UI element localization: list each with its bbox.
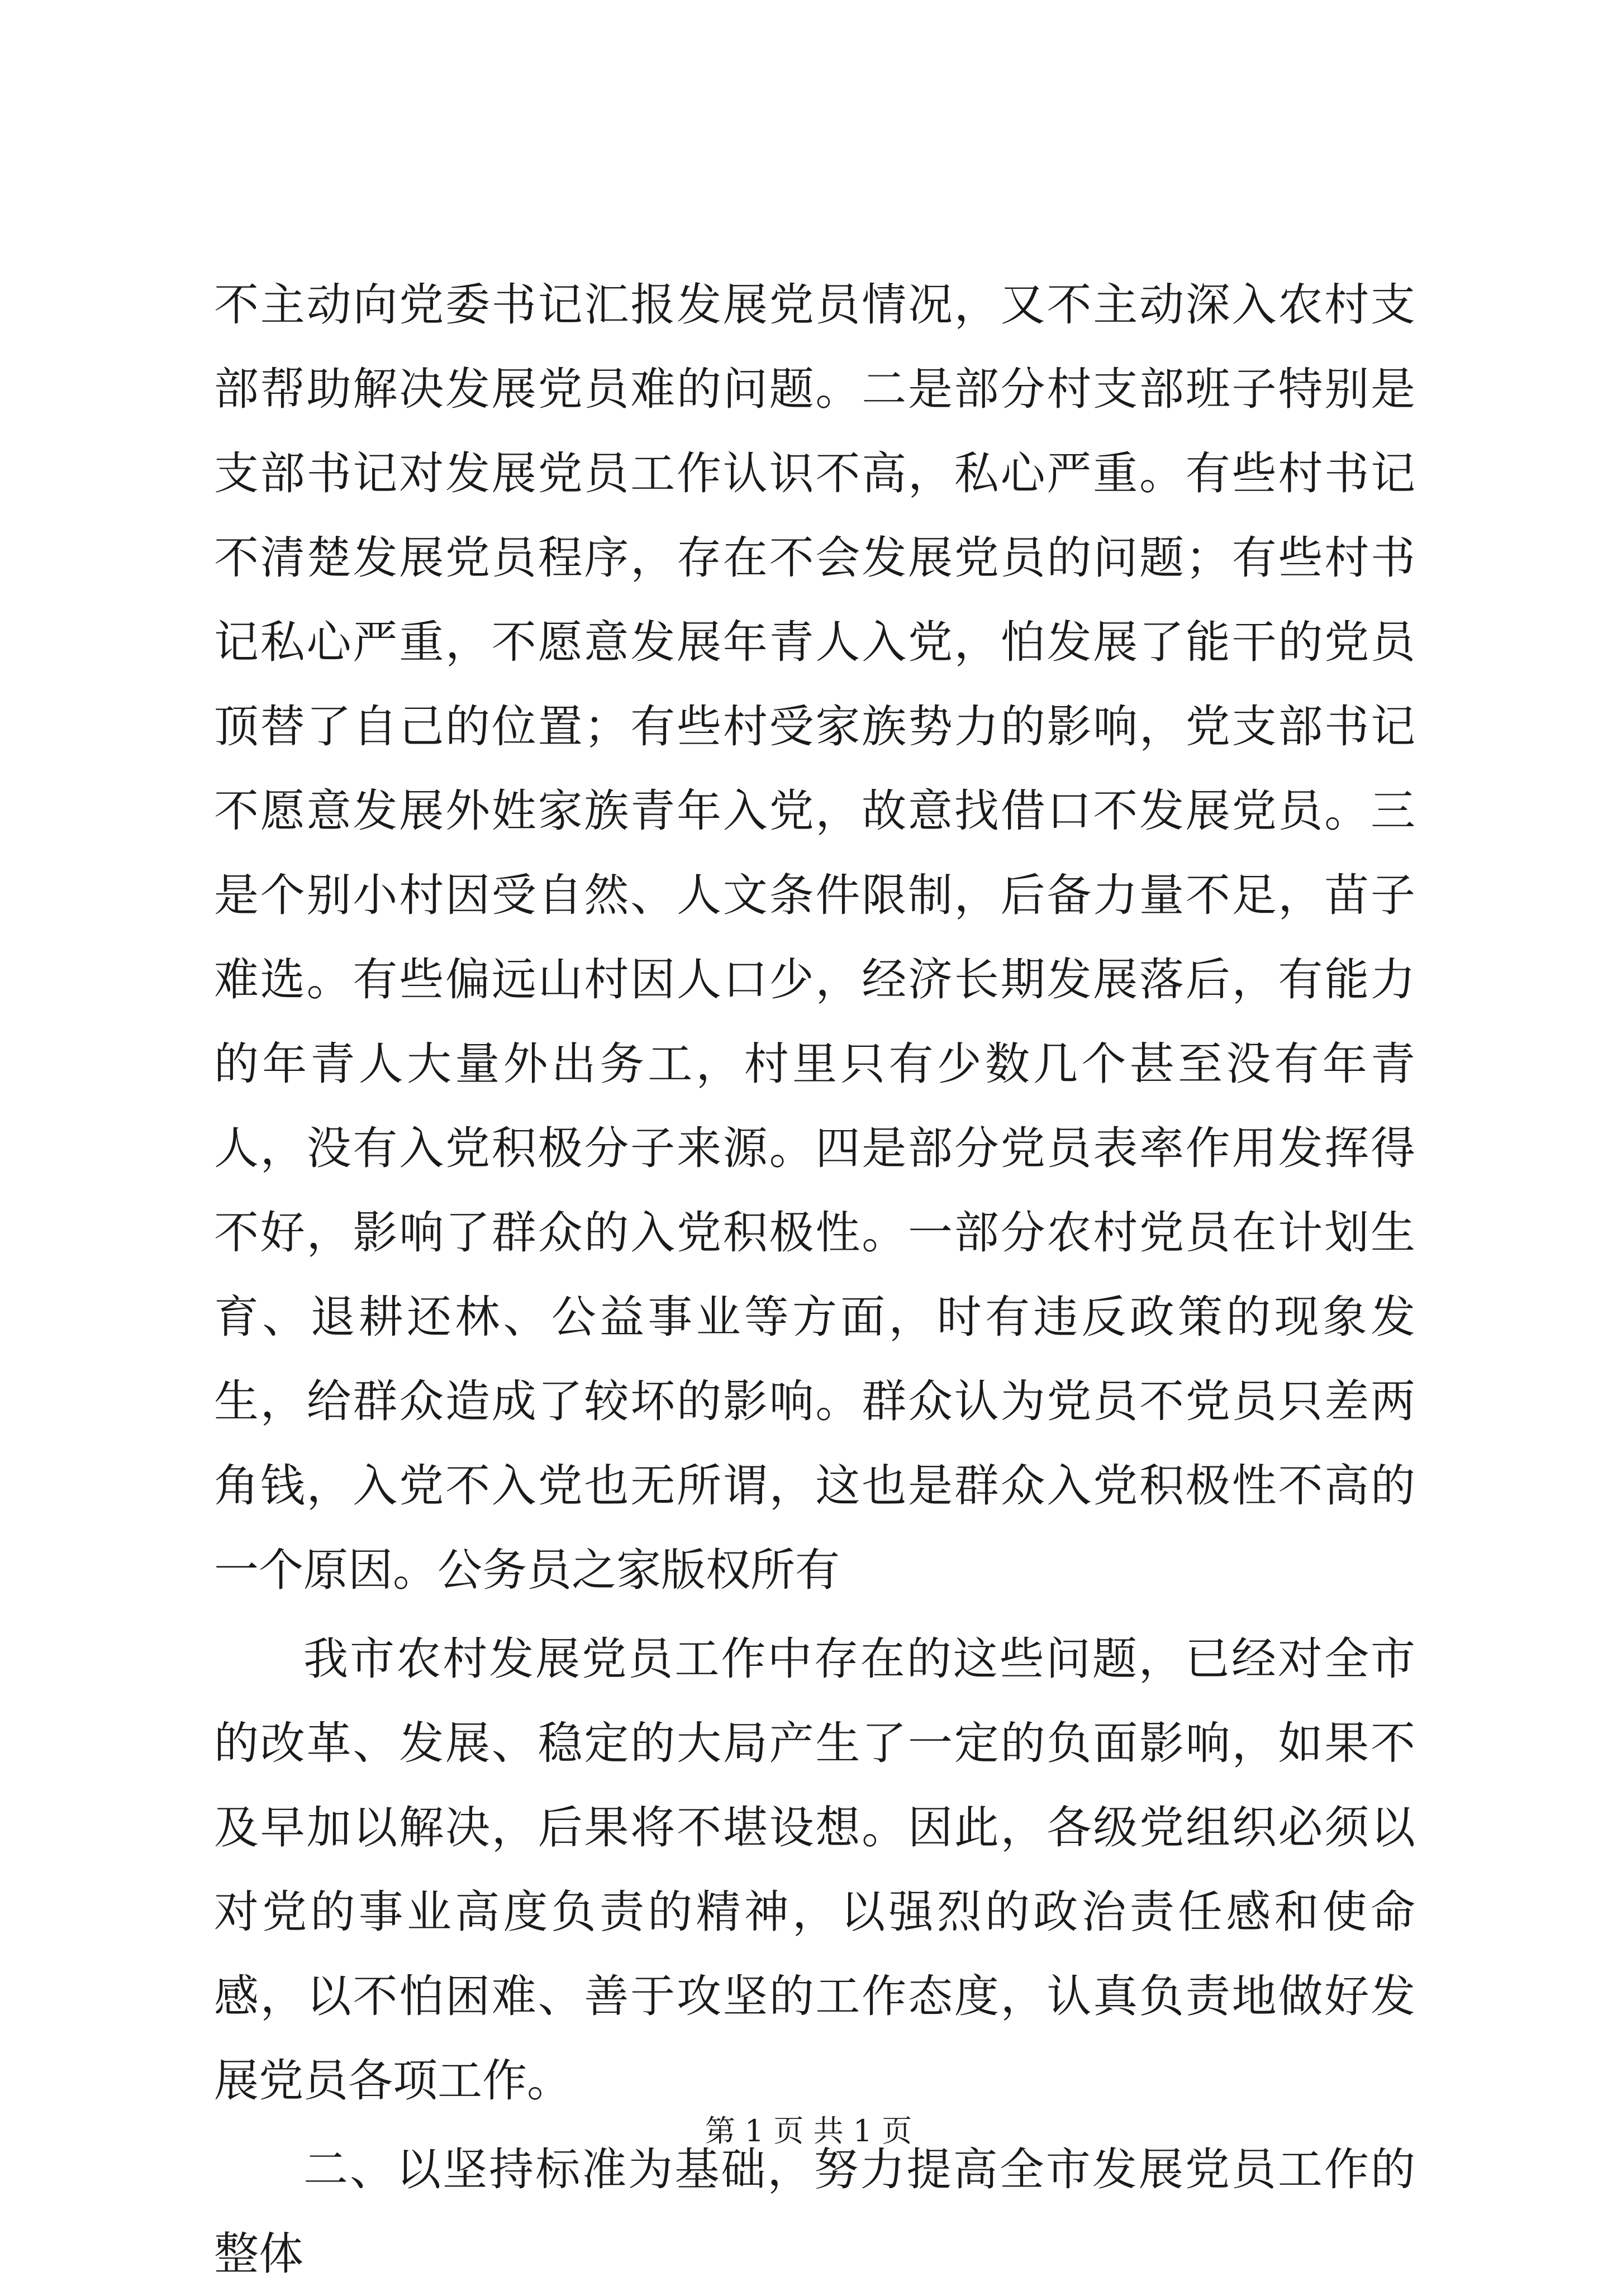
paragraph-problems-impact: 我市农村发展党员工作中存在的这些问题，已经对全市的改革、发展、稳定的大局产生了一定的负面影响，如果不及早加以解决，后果将不堪设想。因此，各级党组织必须以对党的事业高度负责的精神，以强烈的政治责任感和使命感，以不怕困难、善于攻坚的工作态度，认真负责地做好发展党员各项工作。 [214,1633,1415,2107]
paragraph-section-two-heading: 二、以坚持标准为基础，努力提高全市发展党员工作的整体 [214,2143,1415,2280]
paragraph-continuation: 不主动向党委书记汇报发展党员情况，又不主动深入农村支部帮助解决发展党员难的问题。二是部分村支部班子特别是支部书记对发展党员工作认识不高，私心严重。有些村书记不清楚发展党员程序，存在不会发展党员的问题；有些村书记私心严重，不愿意发展年青人入党，怕发展了能干的党员顶替了自己的位置；有些村受家族势力的影响，党支部书记不愿意发展外姓家族青年入党，故意找借口不发展党员。三是个别小村因受自然、人文条件限制，后备力量不足，苗子难选。有些偏远山村因人口少，经济长期发展落后，有能力的年青人大量外出务工，村里只有少数几个甚至没有年青人，没有入党积极分子来源。四是部分党员表率作用发挥得不好，影响了群众的入党积极性。一部分农村党员在计划生育、退耕还林、公益事业等方面，时有违反政策的现象发生，给群众造成了较坏的影响。群众认为党员不党员只差两角钱，入党不入党也无所谓，这也是群众入党积极性不高的一个原因。公务员之家版权所有 [214,279,1415,1596]
page-footer: 第 1 页 共 1 页 [705,2113,912,2149]
document-body [214,263,1415,2296]
